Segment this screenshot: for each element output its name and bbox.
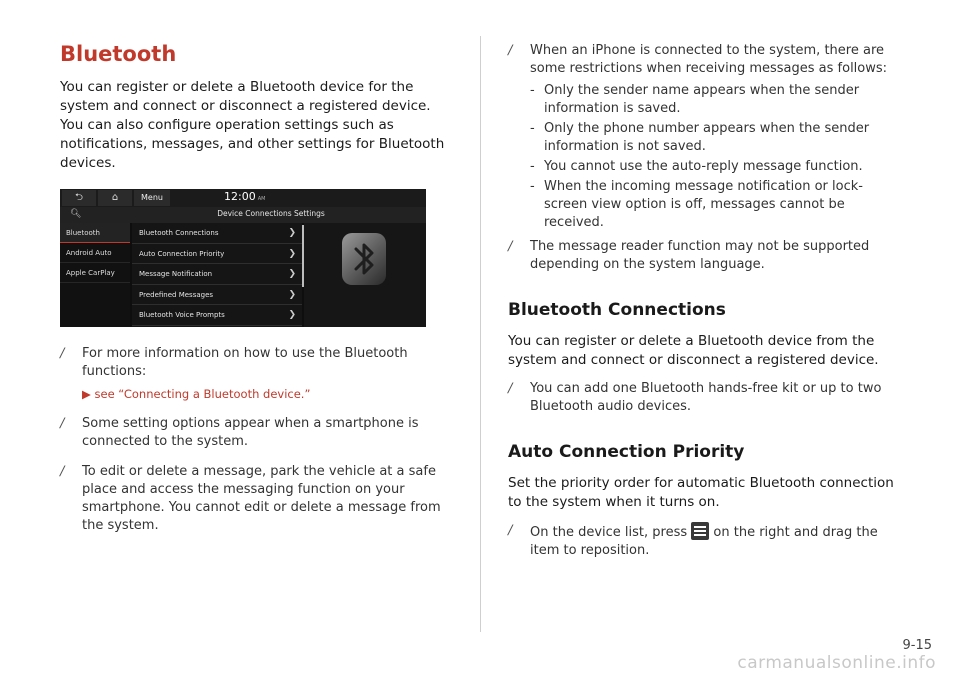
section-title-auto-connection-priority: Auto Connection Priority — [508, 442, 745, 462]
home-icon: ⌂ — [98, 190, 132, 206]
back-icon: ⮌ — [62, 190, 96, 206]
list-item — [132, 244, 302, 265]
sub-list — [530, 82, 900, 232]
bluetooth-icon-area — [304, 223, 426, 327]
list-item — [132, 264, 302, 285]
list-item-label: Bluetooth Connections — [139, 229, 219, 237]
nav-item-apple-carplay: Apple CarPlay — [60, 263, 130, 283]
list-item — [132, 285, 302, 306]
left-column — [60, 42, 452, 547]
list-item-label: Predefined Messages — [139, 290, 214, 299]
list-item — [132, 305, 302, 326]
note-item — [508, 522, 900, 560]
sub-text: Only the sender name appears when the sender information is saved. — [544, 83, 860, 116]
sub-item — [530, 158, 900, 176]
settings-title: Device Connections Settings — [217, 209, 325, 218]
screen-top-bar — [60, 189, 426, 207]
note-icon: ∕ — [508, 43, 513, 58]
note-text: You can add one Bluetooth hands-free kit or up to two Bluetooth audio devices. — [530, 381, 882, 414]
intro-paragraph: You can register or delete a Bluetooth device for the system and connect or disconnect a registered device. You can also configure operation settings such as notifications, messages, and other settings for Bluetooth devices. — [60, 79, 445, 171]
chevron-right-icon: ❯ — [288, 248, 296, 259]
page-title: Bluetooth — [60, 42, 177, 66]
note-icon: ∕ — [60, 346, 65, 361]
note-item — [60, 415, 452, 451]
nav-item-android-auto: Android Auto — [60, 243, 130, 263]
drag-handle-icon — [691, 522, 709, 540]
list-item-label: Bluetooth Voice Prompts — [139, 311, 225, 320]
list-item-label: Auto Connection Priority — [139, 249, 225, 258]
list-item-label: Message Notification — [139, 270, 213, 279]
note-icon: ∕ — [508, 239, 513, 254]
watermark: carmanualsonline.info — [737, 653, 936, 673]
sub-item — [530, 178, 900, 232]
note-item — [508, 238, 900, 274]
device-settings-screenshot — [60, 189, 426, 327]
list-item — [132, 223, 302, 244]
dash-icon: - — [530, 159, 535, 174]
screen-clock — [224, 190, 265, 203]
note-icon: ∕ — [508, 381, 513, 396]
note-item — [60, 345, 452, 403]
settings-list — [132, 223, 302, 327]
column-divider — [480, 36, 481, 632]
sub-item — [530, 82, 900, 118]
section-body: You can register or delete a Bluetooth device from the system and connect or disconnect a registered device. — [508, 333, 879, 368]
menu-button: Menu — [134, 190, 170, 206]
note-item — [508, 42, 900, 232]
note-icon: ∕ — [60, 416, 65, 431]
note-text: On the device list, press — [530, 525, 688, 540]
dash-icon: - — [530, 121, 535, 136]
note-text: When an iPhone is connected to the system, there are some restrictions when receiving messages as follows: — [530, 43, 888, 76]
note-text: on the right and drag the item to reposition. — [530, 525, 878, 558]
chevron-right-icon: ❯ — [288, 269, 296, 280]
sub-text: Only the phone number appears when the sender information is not saved. — [544, 121, 870, 154]
dash-icon: - — [530, 179, 535, 194]
settings-header — [60, 207, 426, 223]
sub-text: When the incoming message notification or lock-screen view option is off, messages cannot be received. — [544, 179, 863, 230]
chevron-right-icon: ❯ — [288, 310, 296, 321]
chevron-right-icon: ❯ — [288, 289, 296, 300]
clock-ampm: AM — [257, 196, 266, 202]
sub-text: You cannot use the auto-reply message function. — [544, 159, 863, 174]
dash-icon: - — [530, 83, 535, 98]
nav-item-bluetooth: Bluetooth — [60, 223, 130, 243]
screen-left-nav — [60, 223, 130, 327]
chevron-right-icon: ❯ — [288, 228, 296, 238]
section-title-bluetooth-connections: Bluetooth Connections — [508, 300, 726, 320]
note-text: For more information on how to use the Bluetooth functions: — [82, 346, 408, 379]
page-number: 9-15 — [902, 638, 932, 653]
note-item — [508, 380, 900, 416]
section-body: Set the priority order for automatic Bluetooth connection to the system when it turns on. — [508, 475, 894, 510]
bluetooth-icon — [342, 233, 386, 285]
note-icon: ∕ — [60, 464, 65, 479]
sub-item — [530, 120, 900, 156]
note-text: The message reader function may not be supported depending on the system language. — [530, 239, 870, 272]
note-text: To edit or delete a message, park the vehicle at a safe place and access the messaging function on your smartphone. You cannot edit or delete a message from the system. — [82, 464, 441, 533]
note-icon: ∕ — [508, 523, 513, 538]
see-reference-link[interactable]: ▶ see “Connecting a Bluetooth device.” — [82, 387, 311, 401]
note-item — [60, 463, 452, 535]
clock-time: 12:00 — [224, 190, 256, 203]
search-icon: 🔍︎ — [70, 209, 82, 219]
right-column — [508, 42, 900, 572]
note-text: Some setting options appear when a smartphone is connected to the system. — [82, 416, 419, 449]
